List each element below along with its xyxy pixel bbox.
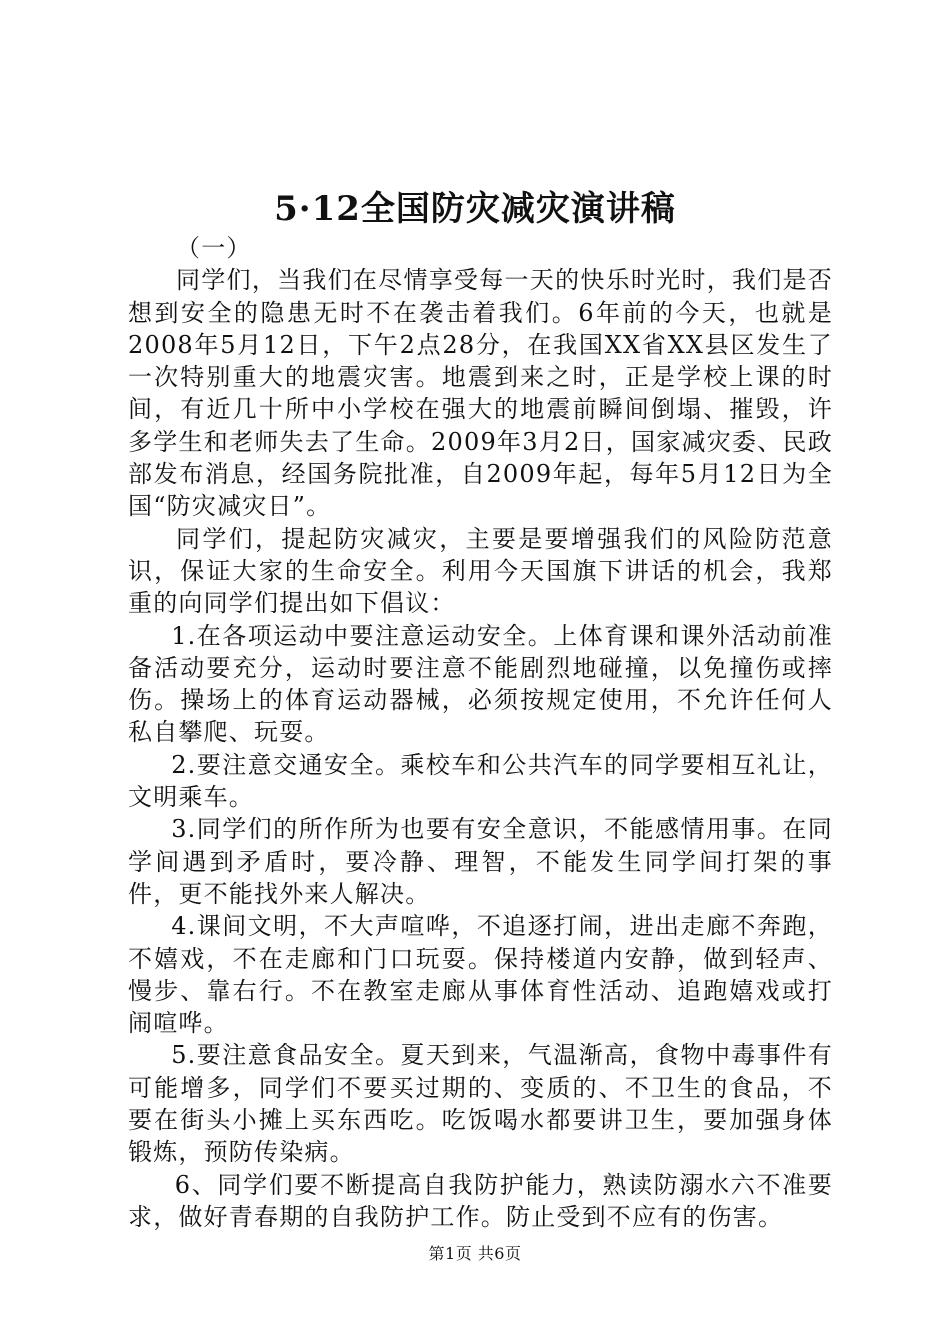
list-item-conduct-safety: 3.同学们的所作所为也要有安全意识，不能感情用事。在同学间遇到矛盾时，要冷静、理智，不能发生同学间打架的事件，更不能找外来人解决。 — [128, 815, 833, 908]
list-item-self-protection: 6、同学们要不断提高自我防护能力，熟读防溺水六不准要求，做好青春期的自我防护工作。防止受到不应有的伤害。 — [128, 1170, 833, 1231]
intro-paragraph: 同学们，当我们在尽情享受每一天的快乐时光时，我们是否想到安全的隐患无时不在袭击着我们。6年前的今天，也就是2008年5月12日，下午2点28分，在我国XX省XX县区发生了一次特别重大的地震灾害。地震到来之时，正是学校上课的时间，有近几十所中小学校在强大的地震前瞬间倒塌、摧毁，许多学生和老师失去了生命。2009年3月2日，国家减灾委、民政部发布消息，经国务院批准，自2009年起，每年5月12日为全国“防灾减灾日”。 — [128, 266, 833, 521]
list-item-sports-safety: 1.在各项运动中要注意运动安全。上体育课和课外活动前准备活动要充分，运动时要注意不能剧烈地碰撞，以免撞伤或摔伤。操场上的体育运动器械，必须按规定使用，不允许任何人私自攀爬、玩耍。 — [128, 621, 833, 747]
list-item-food-safety: 5.要注意食品安全。夏天到来，气温渐高，食物中毒事件有可能增多，同学们不要买过期的、变质的、不卫生的食品，不要在街头小摊上买东西吃。吃饭喝水都要讲卫生，要加强身体锻炼，预防传染病。 — [128, 1041, 833, 1167]
document-title: 5·12全国防灾减灾演讲稿 — [274, 189, 676, 229]
page-footer: 第1页 共6页 — [428, 1244, 522, 1263]
document-body — [128, 232, 833, 1233]
list-item-traffic-safety: 2.要注意交通安全。乘校车和公共汽车的同学要相互礼让，文明乘车。 — [128, 750, 833, 812]
list-item-break-conduct: 4.课间文明，不大声喧哗，不追逐打闹，进出走廊不奔跑，不嬉戏，不在走廊和门口玩耍。保持楼道内安静，做到轻声、慢步、靠右行。不在教室走廊从事体育性活动、追跑嬉戏或打闹喧哗。 — [128, 912, 833, 1038]
section-heading: （一） — [176, 234, 252, 262]
proposal-paragraph: 同学们，提起防灾减灾，主要是要增强我们的风险防范意识，保证大家的生命安全。利用今天国旗下讲话的机会，我郑重的向同学们提出如下倡议： — [128, 524, 833, 618]
